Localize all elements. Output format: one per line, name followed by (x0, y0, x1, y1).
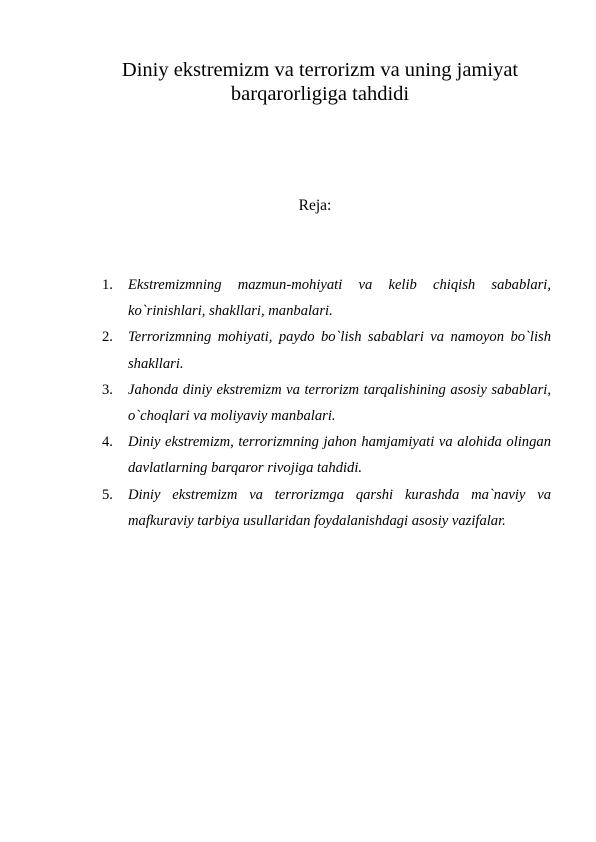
plan-item-text: Diniy ekstremizm, terrorizmning jahon hamjamiyati va alohida olingan davlatlarning barqaror rivojiga tahdidi. (128, 434, 551, 477)
plan-item (100, 482, 551, 534)
document-title: Diniy ekstremizm va terrorizm va uning jamiyat barqarorligiga tahdidi (121, 59, 519, 105)
plan-item-number: 4. (102, 434, 113, 451)
plan-item-text: Diniy ekstremizm va terrorizmga qarshi kurashda ma`naviy va mafkuraviy tarbiya usullaridan foydalanishdagi asosiy vazifalar. (128, 486, 551, 529)
plan-item (100, 324, 551, 376)
plan-item-number: 5. (102, 486, 113, 503)
plan-item-number: 3. (102, 381, 113, 398)
plan-list (100, 272, 551, 534)
plan-item (100, 429, 551, 481)
plan-item-number: 2. (102, 329, 113, 346)
plan-item-text: Ekstremizmning mazmun-mohiyati va kelib chiqish sabablari, ko`rinishlari, shakllari, manbalari. (128, 277, 551, 320)
plan-item (100, 377, 551, 429)
plan-item-number: 1. (102, 277, 113, 293)
plan-item-text: Jahonda diniy ekstremizm va terrorizm tarqalishining asosiy sabablari, o`choqlari va moliyaviy manbalari. (128, 381, 551, 425)
plan-item-text: Terrorizmning mohiyati, paydo bo`lish sabablari va namoyon bo`lish shakllari. (128, 329, 551, 372)
plan-item (100, 272, 551, 324)
plan-heading: Reja: (298, 197, 332, 214)
